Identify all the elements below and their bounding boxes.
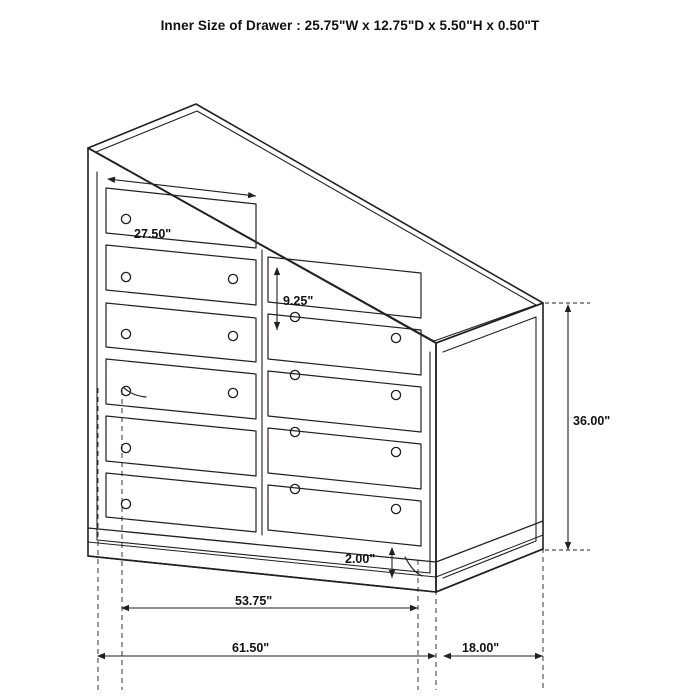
dimension-drawer-width	[108, 179, 256, 196]
page-title: Inner Size of Drawer : 25.75"W x 12.75"D x 5.50"H x 0.50"T	[160, 18, 540, 33]
drawer-column-left	[106, 188, 256, 532]
label-overall-height: 36.00"	[573, 414, 611, 428]
label-overall-width: 61.50"	[232, 641, 270, 655]
drawer-knobs	[121, 214, 400, 513]
label-drawer-front-width: 27.50"	[134, 227, 172, 241]
label-case-width: 53.75"	[235, 594, 273, 608]
cabinet-side	[436, 303, 543, 592]
label-depth: 18.00"	[462, 641, 500, 655]
label-drawer-front-height: 9.25"	[283, 294, 314, 308]
label-base-height: 2.00"	[345, 552, 376, 566]
cabinet-base	[88, 521, 543, 592]
dimension-case-width	[122, 390, 418, 690]
